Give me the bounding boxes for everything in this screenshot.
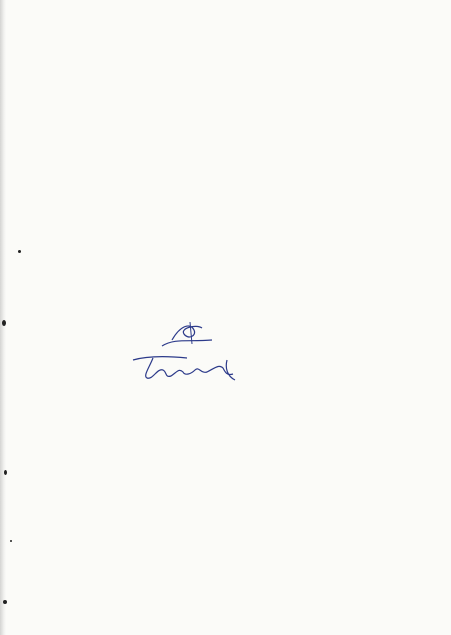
calculator-signature: [127, 354, 245, 384]
scan-speck: [10, 540, 12, 542]
chef-signature: [150, 318, 220, 350]
scan-shadow: [0, 0, 6, 635]
scan-speck: [3, 600, 7, 604]
scan-speck: [4, 470, 7, 475]
scan-speck: [2, 320, 6, 326]
scan-speck: [18, 250, 21, 253]
